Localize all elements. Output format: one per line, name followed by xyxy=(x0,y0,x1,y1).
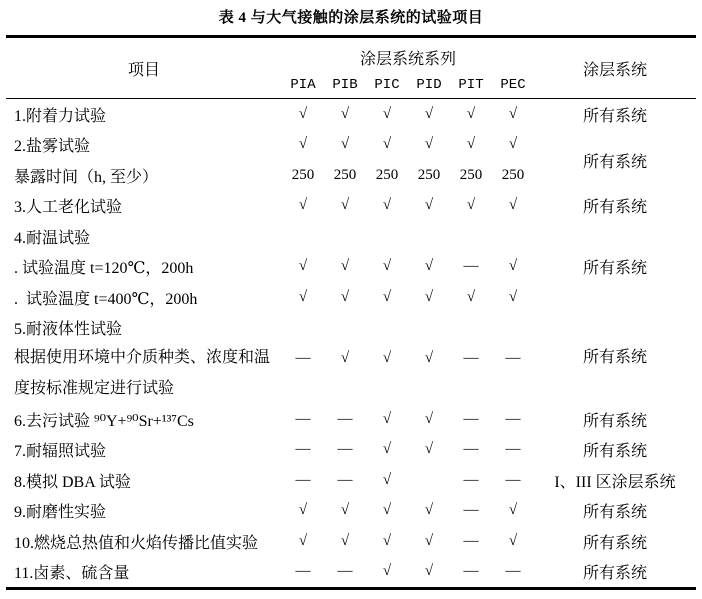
mark-cell: 250 xyxy=(501,166,525,183)
mark-cell: √ xyxy=(466,197,476,214)
header-series-pic: PIC xyxy=(374,76,400,93)
system-cell: 所有系统 xyxy=(582,443,647,461)
system-cell: I、III 区涂层系统 xyxy=(554,473,676,491)
mark-cell: √ xyxy=(382,502,392,519)
item-cell: 8.模拟 DBA 试验 xyxy=(14,473,131,491)
mark-cell: 250 xyxy=(291,166,315,183)
header-item-column: 项目 xyxy=(127,61,160,79)
mark-cell: √ xyxy=(382,532,392,549)
mark-cell: √ xyxy=(298,197,308,214)
mark-cell: — xyxy=(505,410,521,427)
table-row xyxy=(6,343,696,404)
mark-cell: √ xyxy=(382,410,392,427)
mark-cell: √ xyxy=(508,532,518,549)
mark-cell: √ xyxy=(424,288,434,305)
mark-cell: — xyxy=(463,532,479,549)
mark-cell: √ xyxy=(382,350,392,366)
mark-cell: √ xyxy=(424,350,434,366)
item-cell: 暴露时间（h, 至少） xyxy=(14,168,159,186)
mark-cell: — xyxy=(295,471,311,488)
mark-cell: √ xyxy=(466,288,476,305)
mark-cell: — xyxy=(337,563,353,580)
mark-cell: √ xyxy=(298,502,308,519)
table-row xyxy=(6,435,696,466)
system-cell: 所有系统 xyxy=(582,534,647,552)
item-cell: . 试验温度 t=120℃，200h xyxy=(14,260,194,278)
mark-cell: — xyxy=(463,350,479,366)
mark-cell: √ xyxy=(298,136,308,153)
mark-cell: — xyxy=(337,410,353,427)
mark-cell: 250 xyxy=(375,166,399,183)
mark-cell: √ xyxy=(424,136,434,153)
item-cell: 1.附着力试验 xyxy=(14,107,107,125)
mark-cell: √ xyxy=(424,258,434,275)
mark-cell: √ xyxy=(424,410,434,427)
mark-cell: √ xyxy=(424,532,434,549)
system-cell: 所有系统 xyxy=(582,565,647,583)
mark-cell: — xyxy=(505,563,521,580)
mark-cell: — xyxy=(463,441,479,458)
mark-cell: — xyxy=(463,258,479,275)
mark-cell: √ xyxy=(382,471,392,488)
system-cell: 所有系统 xyxy=(582,349,647,366)
mark-cell: √ xyxy=(508,136,518,153)
mark-cell: 250 xyxy=(333,166,357,183)
test-items-table xyxy=(6,35,696,590)
mark-cell: √ xyxy=(424,563,434,580)
mark-cell: — xyxy=(505,441,521,458)
table-row xyxy=(6,526,696,557)
item-cell: 9.耐磨性实验 xyxy=(14,504,107,522)
header-system-column: 涂层系统 xyxy=(582,61,647,79)
mark-cell: √ xyxy=(298,532,308,549)
mark-cell: √ xyxy=(382,136,392,153)
mark-cell: √ xyxy=(340,258,350,275)
mark-cell: — xyxy=(463,471,479,488)
mark-cell: — xyxy=(337,471,353,488)
table-title: 表 4 与大气接触的涂层系统的试验项目 xyxy=(218,10,484,26)
spanning-system-cell: 所有系统 xyxy=(582,153,647,171)
table-row xyxy=(6,465,696,496)
item-cell: 6.去污试验 ⁹⁰Y+⁹⁰Sr+¹³⁷Cs xyxy=(14,412,194,430)
mark-cell: √ xyxy=(340,502,350,519)
table-header xyxy=(6,38,696,99)
mark-cell: √ xyxy=(424,502,434,519)
table-row xyxy=(6,191,696,222)
header-series-pit: PIT xyxy=(458,76,484,93)
item-cell: 4.耐温试验 xyxy=(14,229,91,247)
mark-cell: √ xyxy=(424,105,434,122)
mark-cell: √ xyxy=(340,105,350,122)
table-row xyxy=(6,252,696,283)
mark-cell: √ xyxy=(382,288,392,305)
item-cell: 5.耐液体性试验 xyxy=(14,321,123,339)
system-cell: 所有系统 xyxy=(582,199,647,217)
mark-cell: — xyxy=(463,410,479,427)
mark-cell: — xyxy=(295,441,311,458)
header-series-pec: PEC xyxy=(500,76,526,93)
item-cell: 3.人工老化试验 xyxy=(14,199,123,217)
header-series-pib: PIB xyxy=(332,76,358,93)
mark-cell: √ xyxy=(340,350,350,366)
header-series-group: 涂层系统系列 xyxy=(359,51,456,68)
mark-cell: 250 xyxy=(417,166,441,183)
mark-cell: √ xyxy=(382,441,392,458)
table-row xyxy=(6,99,696,130)
mark-cell: — xyxy=(463,502,479,519)
item-cell: 7.耐辐照试验 xyxy=(14,443,107,461)
mark-cell: — xyxy=(505,471,521,488)
item-cell: . 试验温度 t=400℃，200h xyxy=(14,290,198,308)
mark-cell: — xyxy=(337,441,353,458)
mark-cell: — xyxy=(295,350,311,366)
table-row xyxy=(6,557,696,588)
mark-cell: — xyxy=(463,563,479,580)
item-cell: 根据使用环境中介质种类、浓度和温度按标准规定进行试验 xyxy=(14,349,271,397)
mark-cell: √ xyxy=(340,288,350,305)
item-cell: 10.燃烧总热值和火焰传播比值实验 xyxy=(14,534,259,552)
mark-cell: √ xyxy=(340,532,350,549)
mark-cell: √ xyxy=(466,136,476,153)
mark-cell: √ xyxy=(508,502,518,519)
mark-cell: — xyxy=(295,410,311,427)
mark-cell: √ xyxy=(382,197,392,214)
system-cell: 所有系统 xyxy=(582,260,647,278)
mark-cell: √ xyxy=(508,105,518,122)
header-series-pid: PID xyxy=(416,76,442,93)
system-cell: 所有系统 xyxy=(582,504,647,522)
mark-cell: √ xyxy=(340,136,350,153)
mark-cell: √ xyxy=(466,105,476,122)
mark-cell: — xyxy=(295,563,311,580)
table-row xyxy=(6,282,696,313)
system-cell: 所有系统 xyxy=(582,107,647,125)
table-row xyxy=(6,221,696,252)
mark-cell: √ xyxy=(424,441,434,458)
table-row xyxy=(6,313,696,344)
mark-cell: √ xyxy=(508,258,518,275)
mark-cell: √ xyxy=(382,105,392,122)
mark-cell: — xyxy=(505,350,521,366)
item-cell: 11.卤素、硫含量 xyxy=(14,565,130,583)
system-cell: 所有系统 xyxy=(582,412,647,430)
mark-cell: √ xyxy=(298,258,308,275)
mark-cell: √ xyxy=(382,563,392,580)
header-series-pia: PIA xyxy=(290,76,316,93)
mark-cell: √ xyxy=(382,258,392,275)
mark-cell: √ xyxy=(298,288,308,305)
mark-cell: √ xyxy=(508,197,518,214)
mark-cell: 250 xyxy=(459,166,483,183)
item-cell: 2.盐雾试验 xyxy=(14,138,91,156)
table-body xyxy=(6,99,696,587)
mark-cell: √ xyxy=(508,288,518,305)
mark-cell: √ xyxy=(298,105,308,122)
mark-cell: √ xyxy=(340,197,350,214)
table-row xyxy=(6,496,696,527)
mark-cell: √ xyxy=(424,197,434,214)
table-row xyxy=(6,404,696,435)
